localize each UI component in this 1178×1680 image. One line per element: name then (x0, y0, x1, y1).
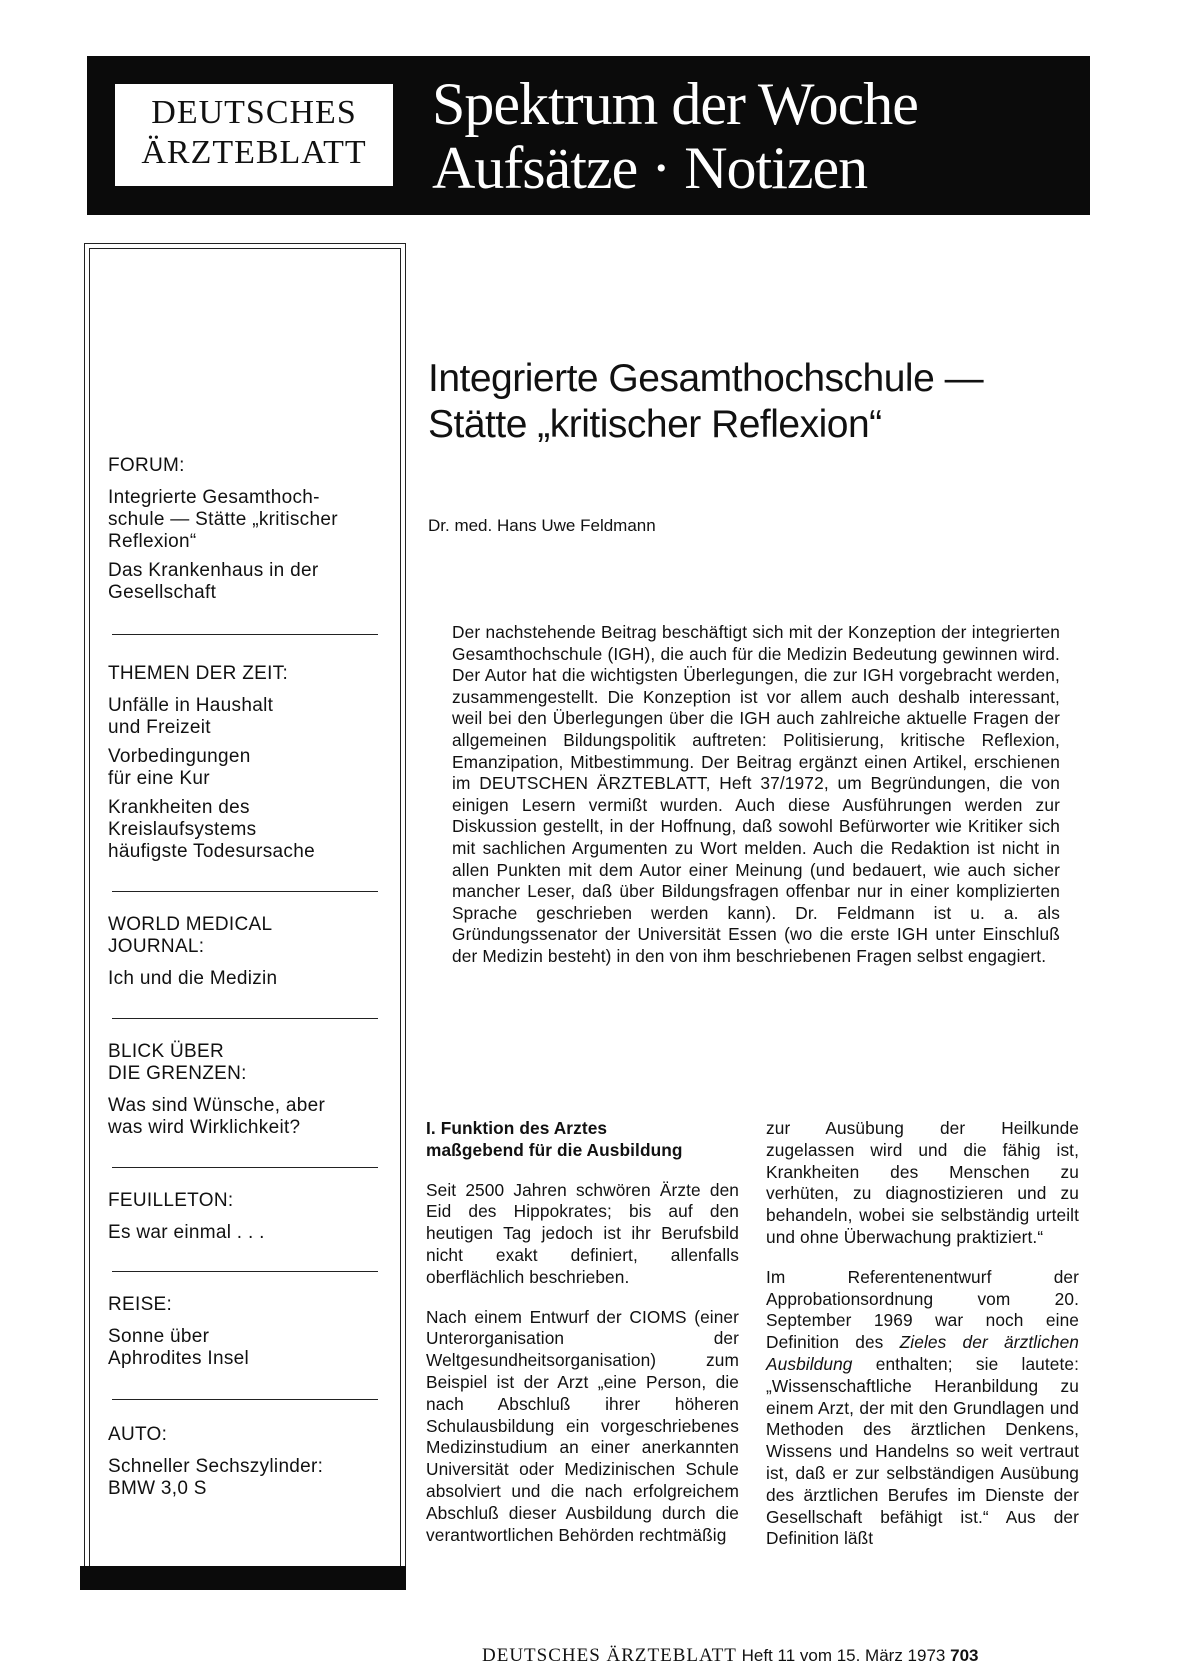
logo-line-1: DEUTSCHES (151, 94, 357, 131)
body-paragraph: Seit 2500 Jahren schwören Ärzte den Eid des Hippokrates; bis auf den heutigen Tag jedoch ist ihr Berufsbild nicht exakt definiert, allenfalls oberflächlich beschrieben. (426, 1179, 739, 1287)
toc-divider (112, 1271, 378, 1272)
article-title-line-2: Stätte „kritischer Reflexion“ (428, 403, 882, 446)
toc-section-blick (108, 1041, 380, 1146)
toc-section-reise (108, 1294, 380, 1377)
toc-section-world-medical (108, 914, 380, 997)
toc-item: Integrierte Gesamthoch- schule — Stätte „kritischer Reflexion“ (108, 487, 338, 552)
masthead-title-2: Aufsätze · Notizen (432, 135, 868, 201)
toc-divider (112, 1018, 378, 1019)
article-abstract: Der nachstehende Beitrag beschäftigt sich mit der Konzeption der integrierten Gesamthochschule (IGH), die auch für die Medizin Bedeutung gewinnen wird. Der Autor hat die wichtigsten Überlegungen, die zur IGH vorgebracht werden, zusammengestellt. Die Konzeption ist vor allem auch deshalb interessant, weil bei den Überlegungen über die IGH auch zahlreiche aktuelle Fragen der allgemeinen Bildungspolitik auftreten: Politisierung, kritische Reflexion, Emanzipation, Mitbestimmung. Der Beitrag ergänzt einen Artikel, erschienen im DEUTSCHEN ÄRZTEBLATT, Heft 37/1972, um Begründungen, die von einigen Lesern vermißt wurden. Auch diese Ausführungen werden zur Diskussion gestellt, in der Hoffnung, daß sowohl Befürworter wie Kritiker sich mit sachlichen Argumenten zu Wort melden. Auch die Redaktion ist nicht in allen Punkten mit dem Autor einer Meinung (und bedauert, wie auch sicher mancher Leser, daß über Bildungsfragen offenbar nur in einer komplizierten Sprache geschrieben werden kann). Dr. Feldmann ist u. a. als Gründungssenator der Universität Essen (wo die erste IGH unter Einschluß der Medizin besteht) in den von ihm beschriebenen Fragen selbst engagiert. (452, 622, 1060, 966)
article-author: Dr. med. Hans Uwe Feldmann (428, 516, 656, 535)
toc-item: Ich und die Medizin (108, 968, 278, 989)
masthead (87, 56, 1090, 215)
section-subheading: I. Funktion des Arztes maßgebend für die Ausbildung (426, 1118, 683, 1160)
toc-section-forum (108, 455, 380, 611)
toc-divider (112, 891, 378, 892)
toc-heading: BLICK ÜBER DIE GRENZEN: (108, 1041, 247, 1084)
toc-heading: THEMEN DER ZEIT: (108, 663, 289, 684)
footer-publication: DEUTSCHES ÄRZTEBLATT (482, 1645, 737, 1666)
toc-heading: AUTO: (108, 1424, 168, 1445)
toc-item: Unfälle in Haushalt und Freizeit (108, 695, 274, 738)
body-column-1 (426, 1118, 739, 1564)
toc-heading: FEUILLETON: (108, 1190, 234, 1211)
toc-section-themen (108, 663, 380, 870)
toc-heading: FORUM: (108, 455, 185, 476)
toc-item: Vorbedingungen für eine Kur (108, 746, 251, 789)
logo-line-2: ÄRZTEBLATT (141, 134, 367, 171)
text-run: Im Referentenentwurf der Approbationsordnung vom 20. September 1969 war noch eine Definition des (766, 1266, 1079, 1353)
masthead-title-1: Spektrum der Woche (432, 71, 918, 137)
body-paragraph: zur Ausübung der Heilkunde zugelassen wird und die fähig ist, Krankheiten des Menschen zu verhüten, zu diagnostizieren und zu behandeln, wobei sie selbständig urteilt und ohne Überwachung praktiziert.“ (766, 1118, 1079, 1247)
toc-item: Krankheiten des Kreislaufsystems häufigste Todesursache (108, 797, 315, 862)
toc-item: Es war einmal . . . (108, 1222, 265, 1243)
toc-item: Schneller Sechszylinder: BMW 3,0 S (108, 1456, 324, 1499)
page-number: 703 (950, 1646, 979, 1665)
article-title-line-1: Integrierte Gesamthochschule — (428, 357, 984, 400)
body-column-2 (766, 1118, 1079, 1568)
logo (115, 84, 393, 186)
sidebar-bottom-bar (80, 1566, 406, 1590)
emphasized-text: Zieles der ärztlichen Ausbildung (766, 1332, 1079, 1374)
body-paragraph (766, 1267, 1079, 1550)
toc-heading: WORLD MEDICAL JOURNAL: (108, 914, 273, 957)
toc-divider (112, 1167, 378, 1168)
toc-item: Was sind Wünsche, aber was wird Wirklichkeit? (108, 1095, 326, 1138)
footer-issue: Heft 11 vom 15. März 1973 (741, 1646, 946, 1665)
toc-section-auto (108, 1424, 380, 1507)
toc-divider (112, 634, 378, 635)
toc-section-feuilleton (108, 1190, 380, 1251)
article-title (428, 356, 1078, 448)
page-footer (482, 1645, 979, 1667)
toc-item: Das Krankenhaus in der Gesellschaft (108, 560, 319, 603)
text-run: enthalten; sie lautete: „Wissenschaftliche Heranbildung zu einem Arzt, der mit den Grundlagen und Methoden des ärztlichen Denkens, Wissens und Handelns so weit vertraut ist, daß er zur selbständigen Ausübung des ärztlichen Berufes im Dienste der Gesellschaft befähigt ist.“ Aus der Definition läßt (766, 1353, 1079, 1549)
toc-item: Sonne über Aphrodites Insel (108, 1326, 250, 1369)
body-paragraph: Nach einem Entwurf der CIOMS (einer Unterorganisation der Weltgesundheitsorganisation) zum Beispiel ist der Arzt „eine Person, die nach Abschluß ihrer höheren Schulausbildung ein vorgeschriebenes Medizinstudium an einer anerkannten Universität oder Medizinischen Schule absolviert und die nach erfolgreichem Abschluß dieser Ausbildung durch die verantwortlichen Behörden rechtmäßig (426, 1306, 739, 1545)
toc-divider (112, 1399, 378, 1400)
toc-heading: REISE: (108, 1294, 173, 1315)
